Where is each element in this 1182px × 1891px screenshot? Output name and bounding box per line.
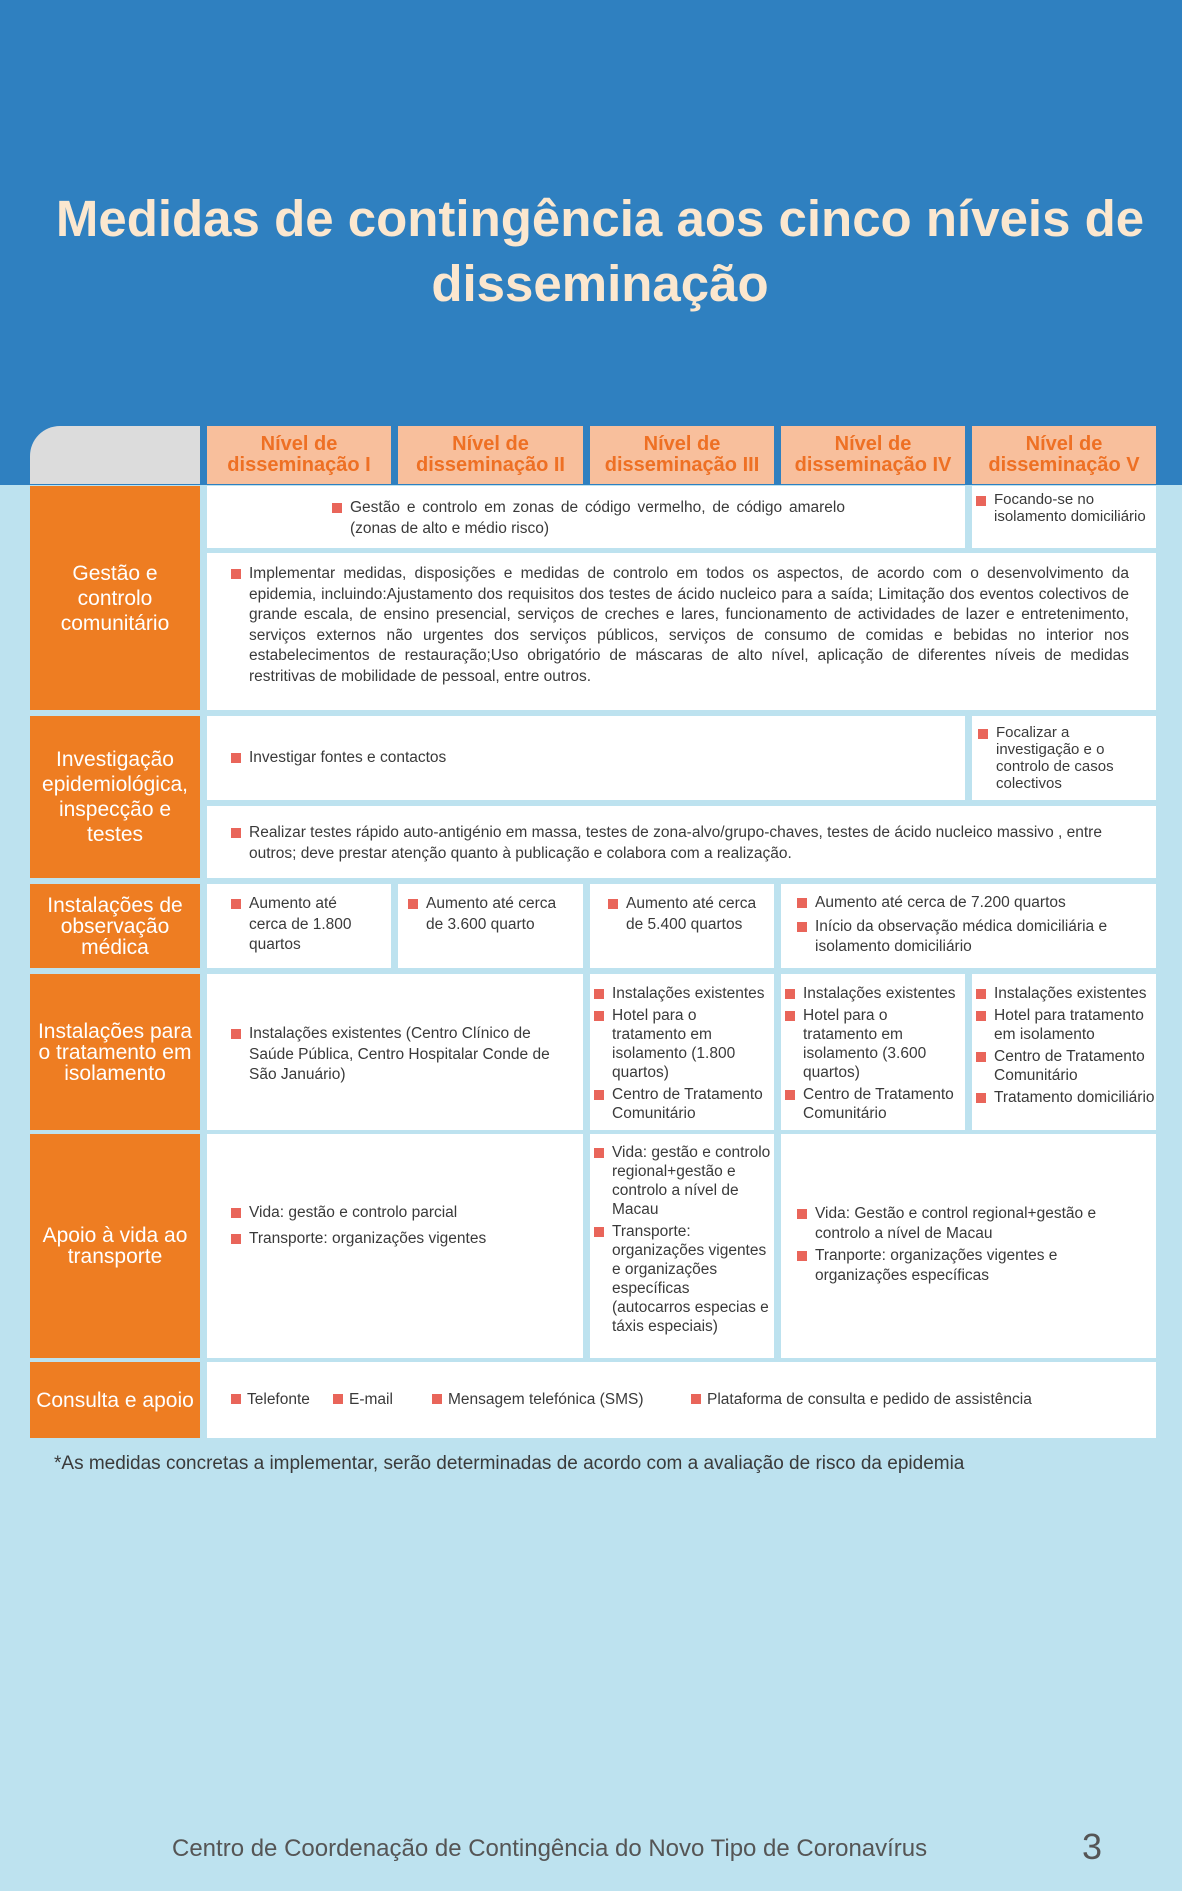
list-item: Hotel para o tratamento em isolamento (1.800 quartos) bbox=[594, 1006, 772, 1082]
observacao-level-2 bbox=[398, 884, 583, 968]
list-item: Transporte: organizações vigentes e organizações específicas (autocarros especias e táxis especiais) bbox=[594, 1222, 772, 1336]
investigacao-all-levels bbox=[207, 806, 1156, 878]
list-item: Implementar medidas, disposições e medidas de controlo em todos os aspectos, de acordo com o desenvolvimento da epidemia, incluindo:Ajustamento dos requisitos dos testes de ácido nucleico para a saída; Limitação dos eventos colectivos de grande escala, de ensino presencial, serviços de creches e lares, funcionamento de actividades de lazer e entretenimento, serviços externos não urgentes dos serviços públicos, serviços de consumo de comidas e bebidas no interior nos estabelecimentos de restauração;Uso obrigatório de máscaras de alto nível, aplicação de diferentes níveis de medidas restritivas de mobilidade de pessoal, entre outros. bbox=[231, 564, 1129, 687]
row-header-isolamento: Instalações para o tratamento em isolamento bbox=[30, 974, 200, 1130]
footnote: *As medidas concretas a implementar, serão determinadas de acordo com a avaliação de risco da epidemia bbox=[54, 1453, 965, 1474]
apoio-level-3 bbox=[590, 1134, 774, 1358]
list-item: Vida: gestão e controlo parcial bbox=[231, 1203, 563, 1224]
list-item: Vida: gestão e controlo regional+gestão e controlo a nível de Macau bbox=[594, 1143, 772, 1219]
list-item: Instalações existentes bbox=[976, 984, 1156, 1003]
observacao-level-3 bbox=[590, 884, 774, 968]
investigacao-level-5 bbox=[972, 716, 1156, 800]
level-header-5: Nível de disseminação V bbox=[972, 426, 1156, 484]
level-header-1: Nível de disseminação I bbox=[207, 426, 391, 484]
row-header-investigacao: Investigação epidemiológica, inspecção e testes bbox=[30, 716, 200, 878]
list-item: Aumento até cerca de 1.800 quartos bbox=[231, 894, 379, 956]
row-header-observacao: Instalações de observação médica bbox=[30, 884, 200, 968]
row-header-consulta: Consulta e apoio bbox=[30, 1362, 200, 1438]
level-header-4: Nível de disseminação IV bbox=[781, 426, 965, 484]
gestao-all-levels bbox=[207, 553, 1156, 710]
consulta-item-sms: Mensagem telefónica (SMS) bbox=[432, 1390, 644, 1411]
gestao-level-5 bbox=[972, 486, 1156, 548]
list-item: Hotel para tratamento em isolamento bbox=[976, 1006, 1156, 1044]
list-item: Aumento até cerca de 7.200 quartos bbox=[797, 893, 1136, 914]
list-item: Aumento até cerca de 5.400 quartos bbox=[608, 894, 762, 935]
list-item: Tranporte: organizações vigentes e organizações específicas bbox=[797, 1246, 1126, 1285]
row-header-gestao: Gestão e controlo comunitário bbox=[30, 486, 200, 710]
footer-text: Centro de Coordenação de Contingência do Novo Tipo de Coronavírus bbox=[172, 1835, 928, 1862]
table-corner bbox=[30, 426, 200, 484]
list-item: Hotel para o tratamento em isolamento (3.600 quartos) bbox=[785, 1006, 963, 1082]
level-header-3: Nível de disseminação III bbox=[590, 426, 774, 484]
list-item: Centro de Tratamento Comunitário bbox=[976, 1047, 1156, 1085]
list-item: Início da observação médica domiciliária e isolamento domiciliário bbox=[797, 917, 1136, 958]
list-item: Investigar fontes e contactos bbox=[231, 748, 945, 769]
page-title: Medidas de contingência aos cinco níveis de disseminação bbox=[55, 190, 1145, 312]
list-item: Gestão e controlo em zonas de código vermelho, de código amarelo (zonas de alto e médio risco) bbox=[332, 498, 845, 539]
investigacao-levels-1-4 bbox=[207, 716, 965, 800]
list-item: Centro de Tratamento Comunitário bbox=[785, 1085, 963, 1123]
list-item: Vida: Gestão e control regional+gestão e controlo a nível de Macau bbox=[797, 1204, 1126, 1243]
list-item: Instalações existentes bbox=[594, 984, 772, 1003]
observacao-levels-4-5 bbox=[781, 884, 1156, 968]
consulta-item-phone: Telefonte bbox=[231, 1390, 310, 1411]
list-item: Transporte: organizações vigentes bbox=[231, 1229, 563, 1250]
isolamento-level-4 bbox=[781, 974, 965, 1130]
isolamento-levels-1-2 bbox=[207, 974, 583, 1130]
list-item: Realizar testes rápido auto-antigénio em massa, testes de zona-alvo/grupo-chaves, testes de ácido nucleico massivo , entre outros; deve prestar atenção quanto à publicação e colabora com a realização. bbox=[231, 823, 1126, 864]
list-item: Aumento até cerca de 3.600 quarto bbox=[408, 894, 571, 935]
consulta-item-platform: Plataforma de consulta e pedido de assistência bbox=[691, 1390, 1032, 1411]
gestao-levels-1-4 bbox=[207, 486, 965, 548]
list-item: Tratamento domiciliário bbox=[976, 1088, 1156, 1107]
consulta-item-email: E-mail bbox=[333, 1390, 393, 1411]
list-item: Focalizar a investigação e o controlo de casos colectivos bbox=[978, 724, 1148, 792]
list-item: Focando-se no isolamento domiciliário bbox=[976, 491, 1148, 525]
list-item: Centro de Tratamento Comunitário bbox=[594, 1085, 772, 1123]
page-number: 3 bbox=[1082, 1826, 1103, 1867]
apoio-levels-1-2 bbox=[207, 1134, 583, 1358]
isolamento-level-3 bbox=[590, 974, 774, 1130]
observacao-level-1 bbox=[207, 884, 391, 968]
level-header-2: Nível de disseminação II bbox=[398, 426, 583, 484]
apoio-levels-4-5 bbox=[781, 1134, 1156, 1358]
list-item: Instalações existentes bbox=[785, 984, 963, 1003]
list-item: Instalações existentes (Centro Clínico de Saúde Pública, Centro Hospitalar Conde de São Januário) bbox=[231, 1024, 553, 1086]
isolamento-level-5 bbox=[972, 974, 1156, 1130]
consulta-all-levels bbox=[207, 1362, 1156, 1438]
row-header-apoio: Apoio à vida ao transporte bbox=[30, 1134, 200, 1358]
